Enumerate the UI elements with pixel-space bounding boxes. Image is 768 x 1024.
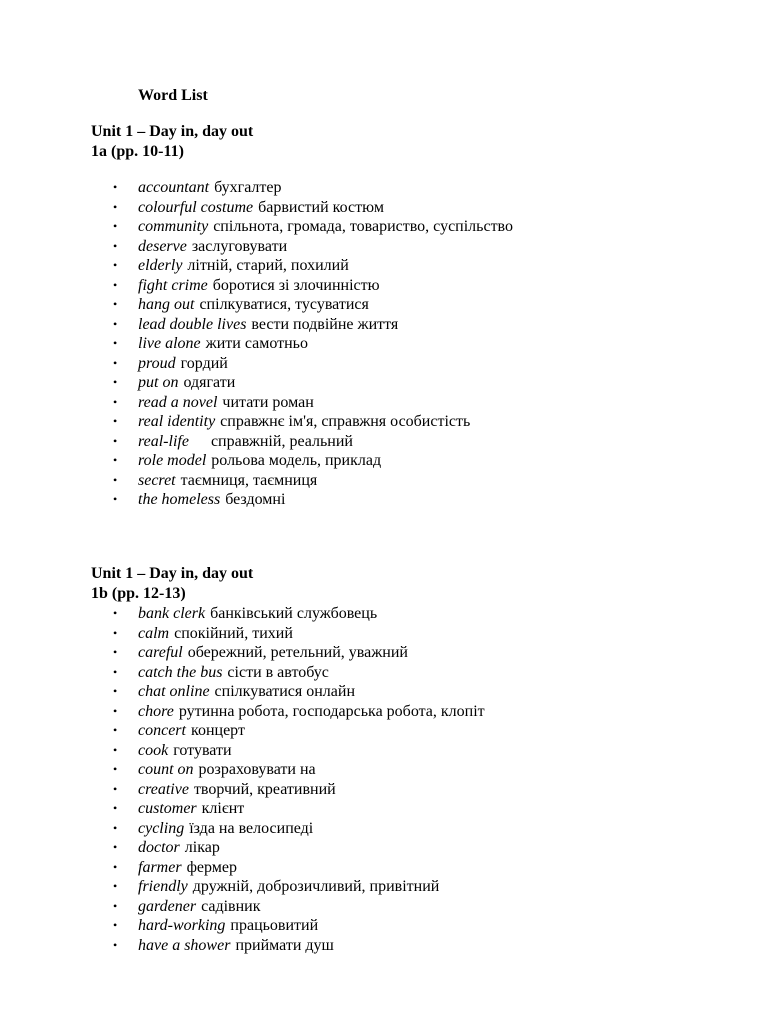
english-term: concert bbox=[138, 722, 186, 739]
bullet-icon: • bbox=[113, 453, 118, 467]
list-item bbox=[91, 198, 731, 218]
bullet-icon: • bbox=[113, 219, 118, 233]
english-term: catch the bus bbox=[138, 663, 223, 681]
word-section-1a bbox=[91, 122, 731, 510]
ukrainian-translation: заслуговувати bbox=[191, 237, 288, 255]
english-term: creative bbox=[138, 780, 189, 798]
bullet-icon: • bbox=[113, 472, 118, 487]
english-term: community bbox=[138, 218, 209, 235]
list-item bbox=[91, 858, 731, 878]
bullet-icon: • bbox=[113, 414, 118, 428]
list-item bbox=[91, 780, 731, 800]
ukrainian-translation: сісти в автобус bbox=[227, 663, 329, 681]
ukrainian-translation: концерт bbox=[190, 722, 245, 739]
english-term: proud bbox=[138, 354, 176, 372]
list-item bbox=[91, 682, 731, 702]
english-term: bank clerk bbox=[138, 605, 206, 622]
list-item bbox=[91, 799, 731, 819]
bullet-icon: • bbox=[113, 762, 118, 776]
bullet-icon: • bbox=[113, 684, 118, 698]
english-term: elderly bbox=[138, 257, 183, 274]
ukrainian-translation: бухгалтер bbox=[214, 179, 282, 196]
bullet-icon: • bbox=[113, 199, 118, 214]
list-item bbox=[91, 217, 731, 237]
list-item bbox=[91, 741, 731, 761]
bullet-icon: • bbox=[113, 664, 118, 679]
ukrainian-translation: працьовитий bbox=[230, 917, 319, 934]
unit-heading: Unit 1 – Day in, day out bbox=[91, 565, 254, 582]
english-term: have a shower bbox=[138, 936, 231, 954]
list-item bbox=[91, 256, 731, 276]
english-term: careful bbox=[138, 644, 183, 661]
english-term: accountant bbox=[138, 179, 210, 196]
english-term: fight crime bbox=[138, 276, 208, 294]
ukrainian-translation: рольова модель, приклад bbox=[211, 452, 382, 469]
ukrainian-translation: таємниця, таємниця bbox=[180, 471, 318, 489]
list-item bbox=[91, 838, 731, 858]
ukrainian-translation: садівник bbox=[201, 897, 261, 915]
english-term: gardener bbox=[138, 897, 197, 915]
english-term: calm bbox=[138, 624, 170, 642]
ukrainian-translation: готувати bbox=[173, 741, 232, 759]
bullet-icon: • bbox=[113, 781, 118, 796]
list-item bbox=[91, 276, 731, 296]
list-item bbox=[91, 451, 731, 471]
english-term: the homeless bbox=[138, 491, 221, 508]
english-term: live alone bbox=[138, 335, 201, 352]
ukrainian-translation: розраховувати на bbox=[198, 761, 316, 778]
word-list bbox=[91, 604, 731, 955]
bullet-icon: • bbox=[113, 375, 118, 389]
lesson-heading: 1b (pp. 12-13) bbox=[91, 585, 186, 602]
bullet-icon: • bbox=[113, 742, 118, 757]
english-term: real identity bbox=[138, 413, 216, 430]
ukrainian-translation: барвистий костюм bbox=[258, 198, 384, 216]
english-term: cook bbox=[138, 741, 169, 759]
english-term: put on bbox=[138, 374, 179, 391]
ukrainian-translation: приймати душ bbox=[235, 936, 334, 954]
list-item bbox=[91, 663, 731, 683]
english-term: customer bbox=[138, 800, 197, 817]
list-item bbox=[91, 819, 731, 839]
bullet-icon: • bbox=[113, 336, 118, 350]
bullet-icon: • bbox=[113, 277, 118, 292]
ukrainian-translation: спілкуватися онлайн bbox=[214, 683, 356, 700]
ukrainian-translation: клієнт bbox=[201, 800, 245, 817]
english-term: role model bbox=[138, 452, 207, 469]
ukrainian-translation: бездомні bbox=[225, 491, 286, 508]
list-item bbox=[91, 178, 731, 198]
bullet-icon: • bbox=[113, 492, 118, 506]
list-item bbox=[91, 760, 731, 780]
bullet-icon: • bbox=[113, 297, 118, 311]
ukrainian-translation: лікар bbox=[184, 839, 220, 856]
ukrainian-translation: обережний, ретельний, уважний bbox=[187, 644, 408, 661]
ukrainian-translation: творчий, креативний bbox=[193, 780, 336, 798]
ukrainian-translation: спільнота, громада, товариство, суспільство bbox=[213, 218, 513, 235]
bullet-icon: • bbox=[113, 879, 118, 893]
ukrainian-translation: боротися зі злочинністю bbox=[212, 276, 380, 294]
english-term: doctor bbox=[138, 839, 180, 856]
ukrainian-translation: рутинна робота, господарська робота, клопіт bbox=[178, 702, 485, 720]
list-item bbox=[91, 237, 731, 257]
list-item bbox=[91, 295, 731, 315]
bullet-icon: • bbox=[113, 606, 118, 620]
list-item bbox=[91, 432, 731, 452]
ukrainian-translation: читати роман bbox=[222, 393, 314, 411]
english-term: secret bbox=[138, 471, 176, 489]
ukrainian-translation: літній, старий, похилий bbox=[187, 257, 349, 274]
word-list bbox=[91, 178, 731, 510]
ukrainian-translation: справжній, реальний bbox=[210, 432, 353, 450]
list-item bbox=[91, 604, 731, 624]
list-item bbox=[91, 373, 731, 393]
english-term: hang out bbox=[138, 296, 195, 313]
list-item bbox=[91, 916, 731, 936]
bullet-icon: • bbox=[113, 801, 118, 815]
english-term: chat online bbox=[138, 683, 210, 700]
english-term: lead double lives bbox=[138, 315, 247, 333]
bullet-icon: • bbox=[113, 258, 118, 272]
english-term: cycling bbox=[138, 819, 185, 837]
ukrainian-translation: жити самотньо bbox=[205, 335, 308, 352]
list-item bbox=[91, 471, 731, 491]
english-term: hard-working bbox=[138, 917, 226, 934]
list-item bbox=[91, 721, 731, 741]
bullet-icon: • bbox=[113, 238, 118, 253]
list-item bbox=[91, 334, 731, 354]
english-term: farmer bbox=[138, 858, 182, 876]
bullet-icon: • bbox=[113, 840, 118, 854]
bullet-icon: • bbox=[113, 723, 118, 737]
list-item bbox=[91, 354, 731, 374]
bullet-icon: • bbox=[113, 820, 118, 835]
ukrainian-translation: справжнє ім'я, справжня особистість bbox=[220, 413, 471, 430]
list-item bbox=[91, 936, 731, 956]
list-item bbox=[91, 315, 731, 335]
unit-heading: Unit 1 – Day in, day out bbox=[91, 123, 254, 140]
bullet-icon: • bbox=[113, 859, 118, 874]
ukrainian-translation: спокійний, тихий bbox=[174, 624, 293, 642]
ukrainian-translation: банківський службовець bbox=[210, 605, 378, 622]
list-item bbox=[91, 643, 731, 663]
english-term: colourful costume bbox=[138, 198, 254, 216]
bullet-icon: • bbox=[113, 394, 118, 409]
english-term: chore bbox=[138, 702, 174, 720]
bullet-icon: • bbox=[113, 645, 118, 659]
lesson-heading: 1a (pp. 10-11) bbox=[91, 143, 184, 160]
bullet-icon: • bbox=[113, 703, 118, 718]
list-item bbox=[91, 412, 731, 432]
list-item bbox=[91, 702, 731, 722]
list-item bbox=[91, 897, 731, 917]
bullet-icon: • bbox=[113, 316, 118, 331]
ukrainian-translation: гордий bbox=[180, 354, 228, 372]
bullet-icon: • bbox=[113, 355, 118, 370]
ukrainian-translation: спілкуватися, тусуватися bbox=[199, 296, 369, 313]
ukrainian-translation: одягати bbox=[183, 374, 236, 391]
ukrainian-translation: фермер bbox=[186, 858, 238, 876]
page-title: Word List bbox=[138, 87, 208, 104]
bullet-icon: • bbox=[113, 180, 118, 194]
ukrainian-translation: їзда на велосипеді bbox=[189, 819, 314, 837]
english-term: count on bbox=[138, 761, 194, 778]
bullet-icon: • bbox=[113, 918, 118, 932]
list-item bbox=[91, 624, 731, 644]
list-item bbox=[91, 490, 731, 510]
bullet-icon: • bbox=[113, 433, 118, 448]
english-term: friendly bbox=[138, 878, 188, 895]
ukrainian-translation: вести подвійне життя bbox=[251, 315, 399, 333]
english-term: read a novel bbox=[138, 393, 218, 411]
list-item bbox=[91, 393, 731, 413]
bullet-icon: • bbox=[113, 898, 118, 913]
list-item bbox=[91, 877, 731, 897]
english-term: deserve bbox=[138, 237, 187, 255]
ukrainian-translation: дружній, доброзичливий, привітний bbox=[192, 878, 440, 895]
bullet-icon: • bbox=[113, 625, 118, 640]
english-term: real-life bbox=[138, 432, 189, 450]
bullet-icon: • bbox=[113, 937, 118, 952]
word-section-1b bbox=[91, 564, 731, 955]
